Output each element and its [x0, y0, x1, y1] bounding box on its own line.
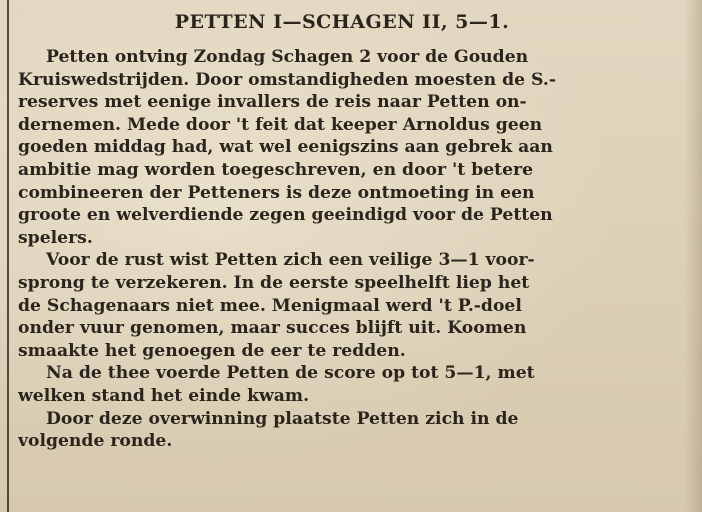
text-line: Door deze overwinning plaatste Petten zich in de [46, 408, 519, 429]
text-line: reserves met eenige invallers de reis naar Petten on- [18, 92, 527, 113]
text-line: smaakte het genoegen de eer te redden. [18, 340, 406, 361]
text-line: dernemen. Mede door 't feit dat keeper Arnoldus geen [18, 114, 543, 135]
text-line: Petten ontving Zondag Schagen 2 voor de Gouden [46, 47, 529, 67]
article [18, 10, 666, 453]
paragraph-1 [18, 46, 666, 249]
text-line: sprong te verzekeren. In de eerste speelhelft liep het [18, 272, 530, 293]
text-line: Kruiswedstrijden. Door omstandigheden moesten de S.- [18, 69, 556, 90]
next-article-cut-off [175, 502, 475, 512]
text-line: Voor de rust wist Petten zich een veilige 3—1 voor- [46, 250, 535, 271]
text-line: volgende ronde. [18, 431, 173, 452]
text-line: onder vuur genomen, maar succes blijft uit. Koomen [18, 318, 527, 339]
text-line: de Schagenaars niet mee. Menigmaal werd 't P.-doel [18, 295, 522, 316]
page-edge-shadow [684, 0, 702, 512]
text-line: welken stand het einde kwam. [18, 385, 310, 406]
text-line: goeden middag had, wat wel eenigszins aan gebrek aan [18, 137, 553, 158]
text-line: groote en welverdiende zegen geeindigd voor de Petten [18, 205, 553, 226]
text-line: spelers. [18, 227, 93, 248]
paragraph-3 [18, 362, 666, 407]
article-headline: PETTEN I—SCHAGEN II, 5—1. [174, 11, 510, 33]
text-line: combineeren der Petteners is deze ontmoeting in een [18, 182, 535, 203]
column-rule [7, 0, 9, 512]
paragraph-2 [18, 249, 666, 362]
text-line: Na de thee voerde Petten de score op tot 5—1, met [46, 363, 535, 384]
text-line: ambitie mag worden toegeschreven, en door 't betere [18, 159, 534, 180]
paragraph-4 [18, 408, 666, 453]
